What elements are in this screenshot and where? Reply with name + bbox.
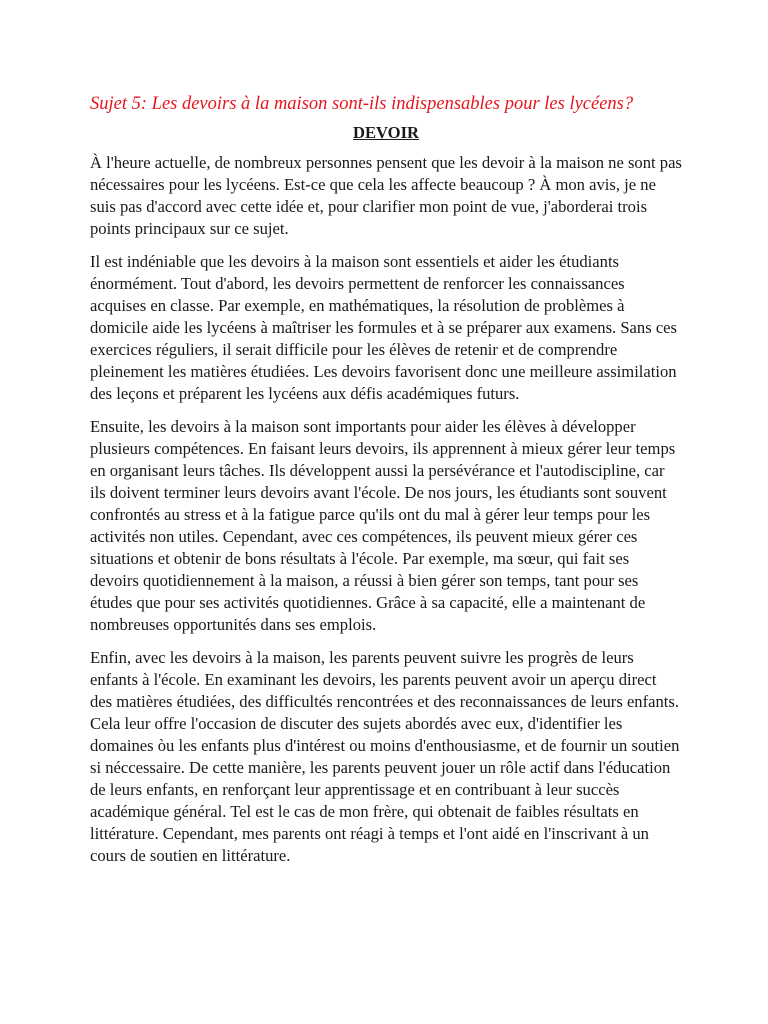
paragraph-third-point: Enfin, avec les devoirs à la maison, les parents peuvent suivre les progrès de leurs enfants à l'école. En examinant les devoirs, les parents peuvent avoir un aperçu direct des matières étudiées, des difficultés rencontrées et des reconnaissances de leurs enfants. Cela leur offre l'occasion de discuter des sujets abordés avec eux, d'identifier les domaines òu les enfants plus d'intérest ou moins d'enthousiasme, et de fournir un soutien si néccessaire. De cette manière, les parents peuvent jouer un rôle actif dans l'éducation de leurs enfants, en renforçant leur apprentissage et en contribuant à leur succès académique général. Tel est le cas de mon frère, qui obtenait de faibles résultats en littérature. Cependant, mes parents ont réagi à temps et l'ont aidé en l'inscrivant à un cours de soutien en littérature. (90, 648, 680, 865)
essay-heading: DEVOIR (352, 123, 420, 142)
paragraph-first-point: Il est indéniable que les devoirs à la maison sont essentiels et aider les étudiants énormément. Tout d'abord, les devoirs permettent de renforcer les connaissances acquises en classe. Par exemple, en mathématiques, la résolution de problèmes à domicile aide les lycéens à maîtriser les formules et à se préparer aux examens. Sans ces exercices réguliers, il serait difficile pour les élèves de retenir et de comprendre pleinement les matières étudiées. Les devoirs favorisent donc une meilleure assimilation des leçons et préparent les lycéens aux défis académiques futurs. (90, 252, 678, 403)
paragraph-intro: À l'heure actuelle, de nombreux personnes pensent que les devoir à la maison ne sont pas nécessaires pour les lycéens. Est-ce que cela les affecte beaucoup ? À mon avis, je ne suis pas d'accord avec cette idée et, pour clarifier mon point de vue, j'aborderai trois points principaux sur ce sujet. (90, 153, 682, 238)
subject-title: Sujet 5: Les devoirs à la maison sont-ils indispensables pour les lycéens? (90, 94, 634, 114)
document-body (90, 92, 682, 878)
paragraph-second-point: Ensuite, les devoirs à la maison sont importants pour aider les élèves à développer plusieurs compétences. En faisant leurs devoirs, ils apprennent à mieux gérer leur temps en organisant leurs tâches. Ils développent aussi la persévérance et l'autodiscipline, car ils doivent terminer leurs devoirs avant l'école. De nos jours, les étudiants sont souvent confrontés au stress et à la fatigue parce qu'ils ont du mal à gérer leur temps pour les activités non utiles. Cependant, avec ces compétences, ils peuvent mieux gérer ces situations et obtenir de bons résultats à l'école. Par exemple, ma sœur, qui fait ses devoirs quotidiennement à la maison, a réussi à bien gérer son temps, tant pour ses études que pour ses activités quotidiennes. Grâce à sa capacité, elle a maintenant de nombreuses opportunités dans ses emplois. (90, 417, 676, 634)
